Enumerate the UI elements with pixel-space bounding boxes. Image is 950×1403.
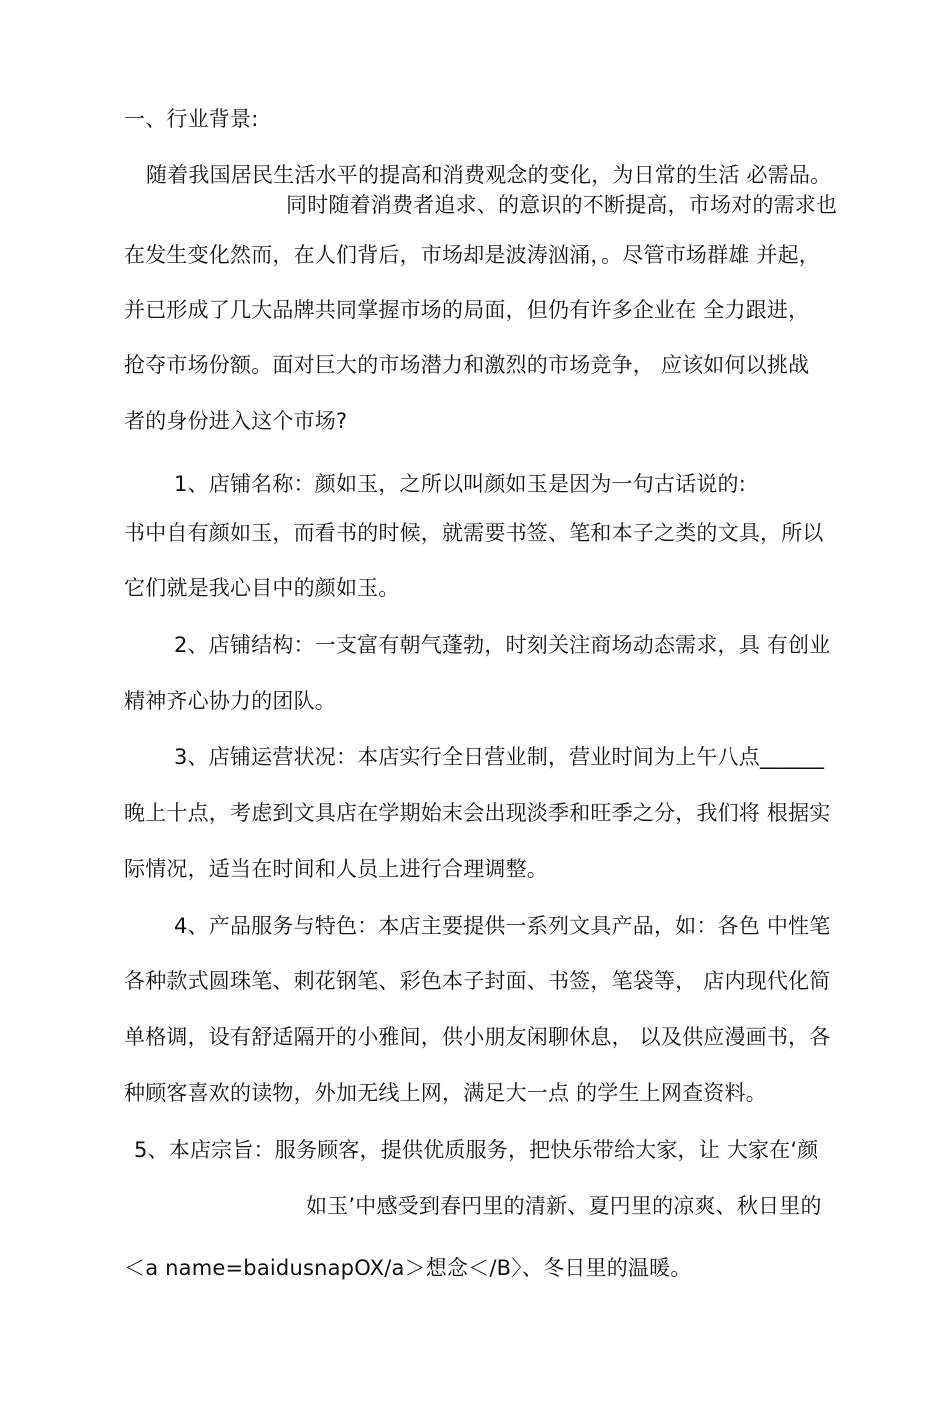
item5-line-1: 5、本店宗旨：服务顾客，提供优质服务，把快乐带给大家，让 大家在‘颜 [134, 1138, 819, 1162]
item1-line-2: 书中自有颜如玉，而看书的时候，就需要书签、笔和本子之类的文具，所以 [124, 521, 824, 545]
item2-line-2: 精神齐心协力的团队。 [124, 689, 336, 713]
item5-line-2: 如玉’中感受到春円里的清新、夏円里的凉爽、秋日里的 [306, 1194, 822, 1218]
background-line-4: 并已形成了几大品牌共同掌握市场的局面，但仍有许多企业在 全力跟进， [124, 298, 810, 322]
item3-line-3: 际情况，适当在时间和人员上进行合理调整。 [124, 857, 548, 881]
item5-line-3: ＜a name=baidusnapOX/a＞想念＜/B〉、冬日里的温暖。 [124, 1256, 692, 1280]
item2-line-1: 2、店铺结构：一支富有朝气蓬勃，时刻关注商场动态需求，具 有创业 [174, 633, 831, 657]
background-line-1: 随着我国居民生活水平的提高和消费观念的变化，为日常的生活 必需品。 [146, 163, 832, 187]
item3-line-2: 晚上十点，考虑到文具店在学期始末会出现淡季和旺季之分，我们将 根据实 [124, 801, 831, 825]
background-line-6: 者的身份进入这个市场? [124, 409, 348, 433]
background-line-3: 在发生变化然而，在人们背后，市场却是波涛汹涌，。尽管市场群雄 并起， [124, 243, 820, 267]
background-line-2: 同时随着消费者追求、的意识的不断提高，市场对的需求也 [286, 193, 838, 217]
item4-line-2: 各种款式圆珠笔、刺花钢笔、彩色本子封面、书签，笔袋等， 店内现代化简 [124, 969, 831, 993]
item1-line-1: 1、店铺名称：颜如玉，之所以叫颜如玉是因为一句古话说的: [174, 472, 747, 496]
section-heading: 一、行业背景: [124, 107, 259, 131]
item4-line-4: 种顾客喜欢的读物，外加无线上网，满足大一点 的学生上网查资料。 [124, 1081, 767, 1105]
item4-line-1: 4、产品服务与特色：本店主要提供一系列文具产品，如：各色 中性笔 [174, 914, 831, 938]
item4-line-3: 单格调，设有舒适隔开的小雅间，供小朋友闲聊休息， 以及供应漫画书，各 [124, 1025, 831, 1049]
item3-line-1: 3、店铺运营状况：本店实行全日营业制，营业时间为上午八点______ [174, 745, 825, 769]
item1-line-3: 它们就是我心目中的颜如玉。 [124, 576, 400, 600]
background-line-5: 抢夺市场份额。面对巨大的市场潜力和激烈的市场竞争， 应该如何以挑战 [124, 353, 810, 377]
